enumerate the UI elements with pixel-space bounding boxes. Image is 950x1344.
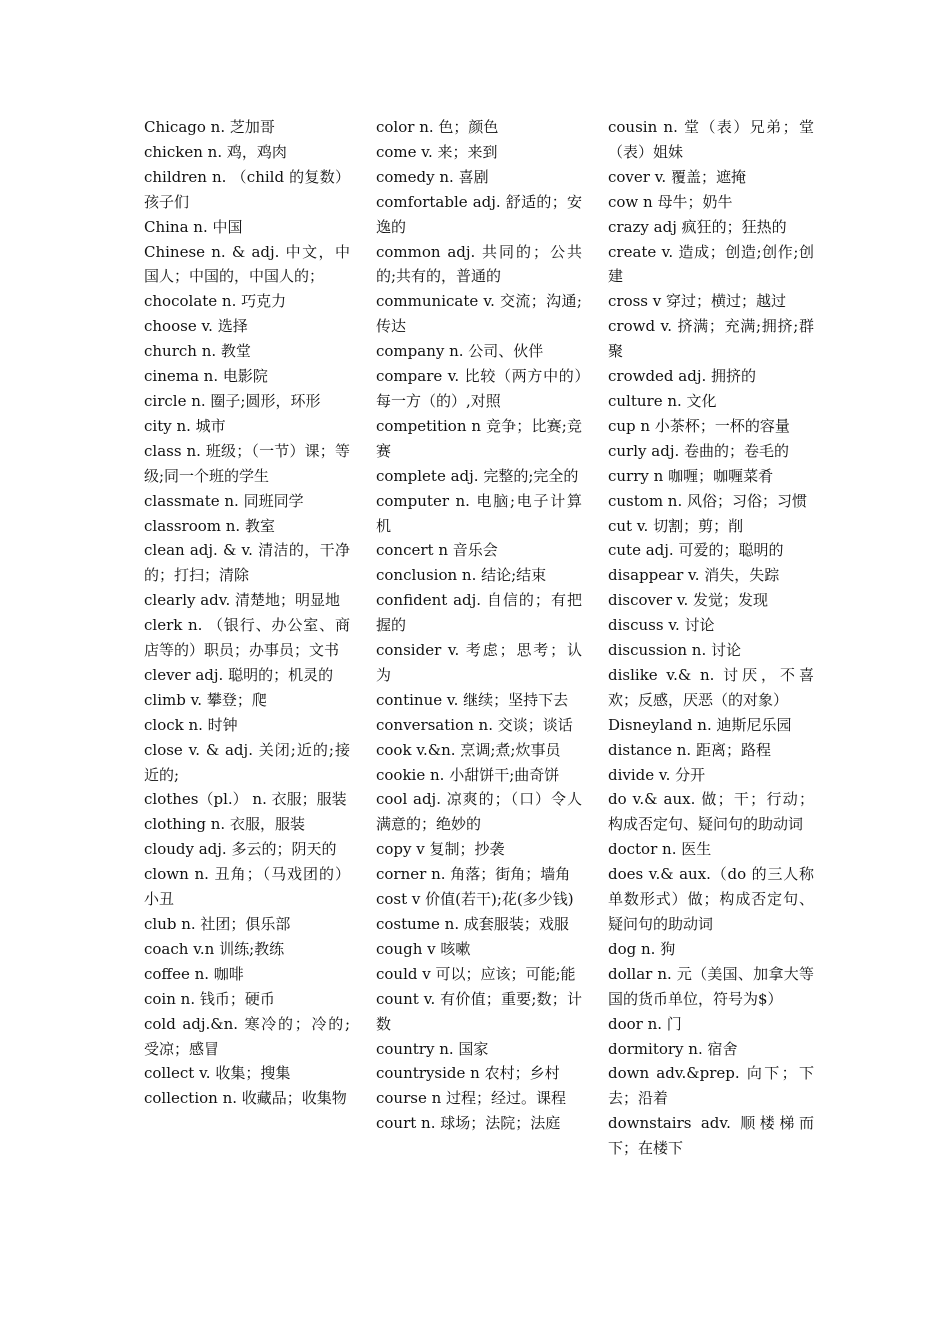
- vocab-entry: country n. 国家: [376, 1039, 489, 1058]
- vocab-entry: continue v. 继续；坚持下去: [376, 690, 569, 709]
- vocab-entry: common adj. 共同的；公共的;共有的，普通的: [376, 242, 582, 286]
- vocab-entry: course n 过程；经过。课程: [376, 1089, 567, 1108]
- vocab-entry: collection n. 收藏品；收集物: [144, 1089, 347, 1108]
- vocab-entry: cut v. 切割；剪；削: [608, 516, 744, 535]
- vocab-entry: create v. 造成；创造;创作;创建: [608, 242, 814, 286]
- vocab-entry: discuss v. 讨论: [608, 616, 715, 635]
- vocab-entry: Disneyland n. 迪斯尼乐园: [608, 715, 792, 734]
- vocab-entry: circle n. 圈子;圆形，环形: [144, 391, 321, 410]
- vocab-entry: consider v. 考虑；思考；认为: [376, 641, 582, 684]
- vocab-entry: conclusion n. 结论;结束: [376, 566, 547, 585]
- vocab-entry: culture n. 文化: [608, 391, 717, 410]
- vocab-entry: custom n. 风俗；习俗；习惯: [608, 491, 808, 510]
- vocab-entry: cup n 小茶杯；一杯的容量: [608, 416, 790, 435]
- vocab-entry: crazy adj 疯狂的；狂热的: [608, 217, 787, 236]
- vocab-entry: downstairs adv. 顺楼梯而下；在楼下: [608, 1114, 814, 1158]
- vocab-entry: costume n. 成套服装；戏服: [376, 915, 569, 933]
- vocab-entry: complete adj. 完整的;完全的: [376, 466, 579, 485]
- vocab-entry: disappear v. 消失，失踪: [608, 566, 780, 585]
- vocab-entry: confident adj. 自信的；有把握的: [376, 591, 582, 635]
- vocab-entry: corner n. 角落；街角；墙角: [376, 865, 571, 884]
- vocab-entry: divide v. 分开: [608, 765, 706, 784]
- vocab-entry: curly adj. 卷曲的；卷毛的: [608, 441, 790, 460]
- vocab-entry: cloudy adj. 多云的；阴天的: [144, 840, 337, 859]
- vocab-entry: choose v. 选择: [144, 317, 248, 336]
- vocab-entry: does v.& aux.（do 的三人称单数形式）做；构成否定句、疑问句的助动词: [608, 865, 814, 933]
- vocab-entry: court n. 球场；法院；法庭: [376, 1114, 561, 1133]
- vocab-entry: clothing n. 衣服，服装: [144, 815, 305, 834]
- vocab-entry: clean adj. & v. 清洁的，干净的；打扫；清除: [144, 541, 350, 585]
- vocab-column-2: [376, 115, 582, 1136]
- vocab-entry: club n. 社团；俱乐部: [144, 915, 291, 933]
- vocab-entry: clever adj. 聪明的；机灵的: [144, 665, 334, 684]
- vocab-column-3: [608, 115, 814, 1161]
- vocab-entry: distance n. 距离；路程: [608, 740, 771, 759]
- vocab-entry: color n. 色；颜色: [376, 118, 499, 136]
- vocab-entry: close v. & adj. 关闭;近的;接近的;: [144, 740, 350, 784]
- vocab-entry: climb v. 攀登；爬: [144, 690, 267, 709]
- vocab-entry: cookie n. 小甜饼干;曲奇饼: [376, 765, 560, 784]
- vocab-entry: coffee n. 咖啡: [144, 964, 244, 983]
- vocab-entry: computer n. 电脑;电子计算机: [376, 491, 582, 535]
- vocab-entry: doctor n. 医生: [608, 840, 712, 859]
- vocab-entry: conversation n. 交谈；谈话: [376, 715, 573, 734]
- vocab-entry: clown n. 丑角；（马戏团的）小丑: [144, 865, 350, 909]
- vocab-entry: children n. （child 的复数）孩子们: [144, 167, 350, 211]
- vocab-entry: clerk n. （银行、办公室、商店等的）职员；办事员；文书: [144, 616, 350, 660]
- vocab-entry: chicken n. 鸡，鸡肉: [144, 142, 287, 161]
- vocab-entry: class n. 班级；（一节）课；等级;同一个班的学生: [144, 441, 350, 485]
- vocab-entry: cold adj.&n. 寒冷的；冷的;受凉；感冒: [144, 1014, 350, 1058]
- vocab-entry: dollar n. 元（美国、加拿大等国的货币单位，符号为$）: [608, 964, 814, 1008]
- vocab-entry: dog n. 狗: [608, 939, 676, 958]
- vocab-entry: classroom n. 教室: [144, 516, 275, 535]
- vocab-entry: do v.& aux. 做；干；行动；构成否定句、疑问句的助动词: [608, 790, 814, 834]
- vocab-entry: clearly adv. 清楚地；明显地: [144, 591, 341, 610]
- vocab-entry: chocolate n. 巧克力: [144, 292, 287, 311]
- vocab-entry: come v. 来；来到: [376, 142, 498, 161]
- vocab-entry: crowded adj. 拥挤的: [608, 367, 757, 386]
- vocab-entry: cross v 穿过；横过；越过: [608, 292, 787, 311]
- vocab-entry: coach v.n 训练;教练: [144, 939, 285, 958]
- vocab-entry: competition n 竞争；比赛;竞赛: [376, 416, 582, 460]
- vocab-entry: crowd v. 挤满；充满;拥挤;群聚: [608, 317, 814, 361]
- vocab-entry: cover v. 覆盖；遮掩: [608, 167, 746, 186]
- vocab-entry: could v 可以；应该；可能;能: [376, 964, 576, 983]
- vocab-entry: comedy n. 喜剧: [376, 167, 489, 186]
- vocab-entry: discover v. 发觉；发现: [608, 591, 769, 610]
- vocab-entry: church n. 教堂: [144, 342, 251, 361]
- vocab-entry: copy v 复制；抄袭: [376, 840, 505, 859]
- vocab-entry: cool adj. 凉爽的；（口）令人满意的；绝妙的: [376, 790, 582, 834]
- vocab-entry: clothes（pl.） n. 衣服；服装: [144, 790, 347, 809]
- vocab-entry: door n. 门: [608, 1014, 682, 1033]
- vocab-entry: cow n 母牛；奶牛: [608, 192, 733, 211]
- vocab-entry: dormitory n. 宿舍: [608, 1039, 738, 1058]
- vocab-entry: dislike v.& n. 讨厌，不喜欢；反感，厌恶（的对象）: [608, 665, 814, 709]
- vocab-entry: clock n. 时钟: [144, 715, 238, 734]
- vocab-column-1: [144, 115, 350, 1111]
- vocab-entry: count v. 有价值；重要;数；计数: [376, 989, 582, 1033]
- vocab-entry: comfortable adj. 舒适的；安逸的: [376, 192, 582, 236]
- vocab-entry: communicate v. 交流；沟通;传达: [376, 292, 582, 336]
- vocab-entry: cinema n. 电影院: [144, 367, 268, 386]
- vocab-entry: city n. 城市: [144, 416, 226, 435]
- vocab-entry: coin n. 钱币；硬币: [144, 989, 275, 1008]
- vocab-entry: company n. 公司、伙伴: [376, 342, 544, 361]
- vocab-entry: collect v. 收集；搜集: [144, 1064, 291, 1083]
- vocab-entry: Chinese n. & adj. 中文，中国人；中国的，中国人的；: [144, 242, 350, 286]
- vocab-entry: discussion n. 讨论: [608, 641, 742, 660]
- vocab-entry: countryside n 农村；乡村: [376, 1064, 560, 1083]
- vocab-entry: down adv.&prep. 向下；下去；沿着: [608, 1064, 814, 1108]
- vocab-entry: China n. 中国: [144, 217, 243, 236]
- vocab-entry: cousin n. 堂（表）兄弟；堂（表）姐妹: [608, 118, 814, 161]
- vocab-entry: curry n 咖喱；咖喱菜肴: [608, 466, 774, 485]
- vocab-entry: compare v. 比较（两方中的）每一方（的）,对照: [376, 367, 582, 410]
- vocab-entry: cough v 咳嗽: [376, 939, 471, 958]
- vocab-entry: cost v 价值(若干);花(多少钱): [376, 890, 574, 909]
- vocab-entry: cook v.&n. 烹调;煮;炊事员: [376, 740, 561, 759]
- vocab-entry: Chicago n. 芝加哥: [144, 118, 275, 136]
- vocab-entry: classmate n. 同班同学: [144, 491, 304, 510]
- vocab-entry: cute adj. 可爱的；聪明的: [608, 541, 784, 560]
- vocab-entry: concert n 音乐会: [376, 541, 498, 560]
